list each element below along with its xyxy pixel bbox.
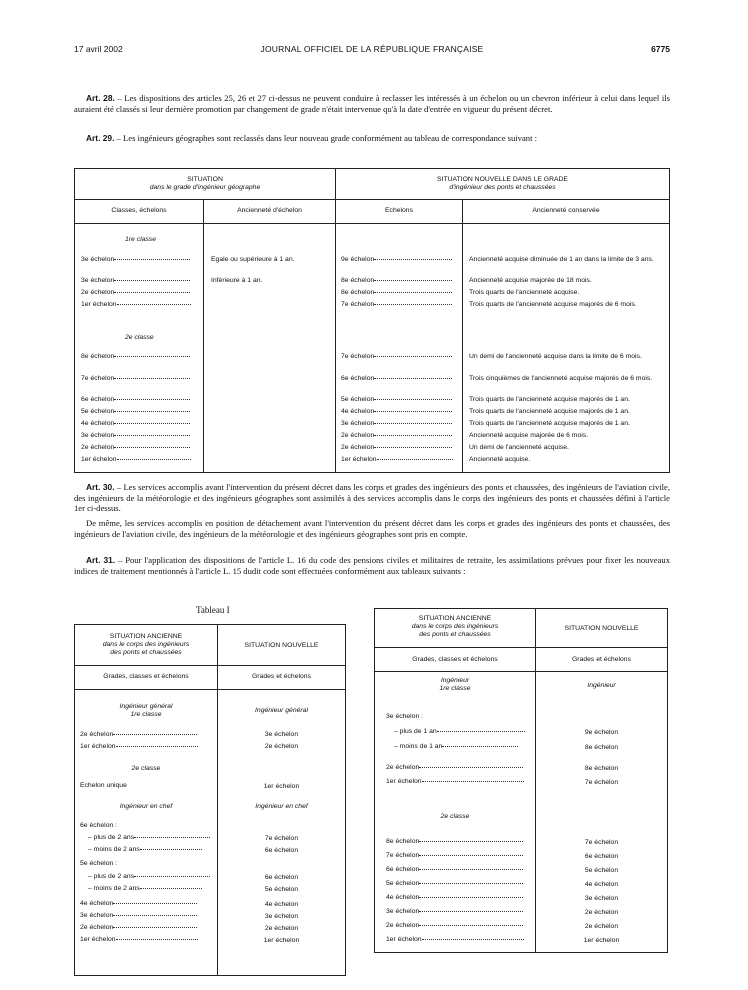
class-1-label: 1re classe [125,236,156,243]
header-date: 17 avril 2002 [74,44,123,54]
article-31-text: – Pour l'application des dispositions de l'article L. 16 du code des pensions civiles et militaires de retraite, les assimilations prévues pour fixer les nouveaux indices de traitement mentionnés à l'article L. 15 dudit code sont effectuées conformément aux tableaux suivants : [74,555,670,576]
list-item: – moins de 2 ans [88,885,202,893]
row-echelon: 2e échelon [341,432,452,440]
list-item: 1er échelon [80,936,198,944]
col-classes-echelons: Classes, échelons [111,207,167,214]
col-anciennete-conservee: Ancienneté conservée [532,207,600,214]
row-conservee: Trois quarts de l'ancienneté acquise majorés de 1 an. [469,396,630,403]
row-conservee: Trois quarts de l'ancienneté acquise majorés de 6 mois. [469,301,637,308]
table-row [81,432,190,440]
page-header [74,44,670,58]
list-item-value: 4e échelon [264,901,299,908]
article-30-text2: De même, les services accomplis en position de détachement avant l'intervention du présent décret dans les corps et grades des ingénieurs des ponts et chaussées, des ingénieurs de l'aviation civile, des ingénieurs de la météorologie et des ingénieurs géographes sont pris en compte. [74,518,670,539]
t3-head-left: SITUATION ANCIENNE dans le corps des ingénieurs des ponts et chaussées [411,615,499,638]
list-item: – moins de 2 ans [88,846,202,854]
list-item-value: 7e échelon [584,839,619,846]
list-item-value: 5e échelon [264,886,299,893]
list-item: 8e échelon [386,838,523,846]
table-row [81,301,191,309]
list-item: 4e échelon [80,900,197,908]
list-item: 5e échelon [386,880,523,888]
list-item-value: 9e échelon [584,729,619,736]
tableau-1-title: Tableau I [196,605,230,615]
article-29-label: Art. 29. [86,133,115,143]
list-item-value: 8e échelon [584,744,619,751]
table-row [81,420,190,428]
row-class: 3e échelon [81,277,115,284]
row-class: 1er échelon [81,301,117,308]
row-echelon: 7e échelon [341,353,452,361]
list-item-value: 3e échelon [264,731,299,738]
row-anciennete: Egale ou supérieure à 1 an. [211,256,295,263]
table-row [81,256,190,264]
col-anciennete-echelon: Ancienneté d'échelon [237,207,302,214]
list-item-value: 1er échelon [263,937,300,944]
list-item: 2e échelon [386,922,523,930]
list-item: 1er échelon [80,743,198,751]
row-class: 6e échelon [81,396,115,403]
table1-head-left-title: SITUATION [187,176,223,183]
table-row [81,353,190,361]
row-class: 1er échelon [81,456,117,463]
list-item: 2e échelon [80,924,197,932]
t3-sub-left: Grades, classes et échelons [412,656,498,663]
list-item: 3e échelon : [386,713,424,720]
row-echelon: 8e échelon [341,277,452,285]
list-item-value: 2e échelon [264,743,299,750]
list-item-value: 2e échelon [584,909,619,916]
row-conservee: Ancienneté acquise majorée de 6 mois. [469,432,589,439]
list-item: 6e échelon [386,866,523,874]
article-28 [74,93,670,114]
article-28-text: – Les dispositions des articles 25, 26 et 27 ci-dessus ne peuvent conduire à reclasser les intéressés à un échelon ou un chevron inférieur à celui dans lequel ils auraient été classés si leur dernière promotion par changement de grade n'était intervenue qu'à la date d'entrée en vigueur du présent décret. [74,93,670,114]
article-31-label: Art. 31. [86,555,116,565]
table1-head-right-sub: d'ingénieur des ponts et chaussées [449,184,556,191]
t3-group-1-right: Ingénieur [587,682,616,689]
row-conservee: Un demi de l'ancienneté acquise. [469,444,569,451]
journal-title: JOURNAL OFFICIEL DE LA RÉPUBLIQUE FRANÇAISE [260,44,484,54]
t2-group-1-right: Ingénieur général [255,707,308,714]
class-2-label: 2e classe [125,334,154,341]
list-item: Echelon unique [80,782,127,789]
row-conservee: Trois quarts de l'ancienneté acquise majorés de 1 an. [469,408,630,415]
row-anciennete: Inférieure à 1 an. [211,277,263,284]
t2-sub-left: Grades, classes et échelons [103,673,189,680]
t2-head-left: SITUATION ANCIENNE dans le corps des ingénieurs des ponts et chaussées [102,633,190,656]
col-echelons: Echelons [385,207,413,214]
list-item-value: 2e échelon [584,923,619,930]
list-item: – plus de 1 an [394,728,525,736]
row-conservee: Ancienneté acquise diminuée de 1 an dans la limite de 3 ans. [469,256,654,263]
table-row [81,456,191,464]
row-echelon: 6e échelon [341,375,452,383]
t3-head-right: SITUATION NOUVELLE [564,625,639,632]
article-31 [74,555,670,576]
article-30-label: Art. 30. [86,482,115,492]
row-echelon: 2e échelon [341,444,452,452]
row-class: 3e échelon [81,256,115,263]
table-row [81,277,190,285]
t3-sub-right: Grades et échelons [572,656,631,663]
row-conservee: Ancienneté acquise. [469,456,531,463]
row-echelon: 3e échelon [341,420,452,428]
list-item: – plus de 2 ans [88,873,210,881]
article-30-text: – Les services accomplis avant l'intervention du présent décret dans les corps et grades des ingénieurs des ponts et chaussées, des ingénieurs de l'aviation civile, des ingénieurs de la météorologie et des ingénieurs géographes sont assimilés à des services accomplis dans le corps des ingénieurs des ponts et chaussées défini à l'article 1er ci-dessus. [74,482,670,514]
article-28-label: Art. 28. [86,93,115,103]
row-class: 2e échelon [81,289,115,296]
row-echelon: 7e échelon [341,301,452,309]
list-item-value: 3e échelon [264,913,299,920]
table-row [81,375,190,383]
list-item: 3e échelon [386,908,523,916]
row-echelon: 5e échelon [341,396,452,404]
row-echelon: 1er échelon [341,456,453,464]
table-row [81,408,190,416]
list-item-value: 8e échelon [584,765,619,772]
t2-group-1: Ingénieur général 1re classe [119,703,173,718]
list-item: 5e échelon : [80,860,118,867]
article-29 [74,133,670,144]
table1-head-left-sub: dans le grade d'ingénieur géographe [149,184,261,191]
list-item-value: 5e échelon [584,867,619,874]
list-item: 1er échelon [386,778,524,786]
list-item: 2e échelon [386,764,523,772]
correspondence-table [74,168,670,473]
row-conservee: Ancienneté acquise majorée de 18 mois. [469,277,592,284]
article-30-p2 [74,518,670,539]
list-item-value: 6e échelon [264,874,299,881]
list-item-value: 1er échelon [263,783,300,790]
article-29-text: – Les ingénieurs géographes sont reclassés dans leur nouveau grade conformément au tableau de correspondance suivant : [114,133,538,143]
list-item: 3e échelon [80,912,197,920]
t2-group-3-right: Ingénieur en chef [255,803,308,810]
list-item: 1er échelon [386,936,524,944]
list-item: 6e échelon : [80,822,118,829]
tableau-2 [374,608,668,953]
row-echelon: 4e échelon [341,408,452,416]
list-item-value: 1er échelon [583,937,620,944]
page-number: 6775 [651,44,670,54]
t2-head-right: SITUATION NOUVELLE [244,642,319,649]
list-item-value: 7e échelon [264,835,299,842]
list-item-value: 4e échelon [584,881,619,888]
row-class: 7e échelon [81,375,115,382]
table1-head-right-title: SITUATION NOUVELLE DANS LE GRADE [437,176,568,183]
list-item: 2e échelon [80,731,197,739]
list-item-value: 6e échelon [584,853,619,860]
table1-head-left [75,176,335,192]
row-class: 5e échelon [81,408,115,415]
row-conservee: Trois quarts de l'ancienneté acquise. [469,289,580,296]
table-row [81,444,190,452]
list-item: – plus de 2 ans [88,834,210,842]
list-item-value: 6e échelon [264,847,299,854]
list-item: 7e échelon [386,852,523,860]
t2-group-2: 2e classe [131,765,161,772]
row-conservee: Trois cinquièmes de l'ancienneté acquise majorés de 6 mois. [469,375,653,382]
list-item: 4e échelon [386,894,523,902]
row-conservee: Trois quarts de l'ancienneté acquise majorés de 1 an. [469,420,630,427]
table-row [81,396,190,404]
table1-head-right [336,176,669,192]
list-item: – moins de 1 an [394,743,518,751]
list-item-value: 7e échelon [584,779,619,786]
row-echelon: 8e échelon [341,289,452,297]
t3-group-1: Ingénieur 1re classe [439,677,471,692]
row-class: 3e échelon [81,432,115,439]
row-conservee: Un demi de l'ancienneté acquise dans la limite de 6 mois. [469,353,642,360]
article-30 [74,482,670,514]
tableau-1 [74,624,346,976]
table-row [81,289,190,297]
list-item-value: 3e échelon [584,895,619,902]
row-echelon: 9e échelon [341,256,452,264]
t2-group-3: Ingénieur en chef [119,803,173,810]
t2-sub-right: Grades et échelons [252,673,311,680]
t3-group-2: 2e classe [440,813,470,820]
row-class: 8e échelon [81,353,115,360]
list-item-value: 2e échelon [264,925,299,932]
row-class: 4e échelon [81,420,115,427]
row-class: 2e échelon [81,444,115,451]
